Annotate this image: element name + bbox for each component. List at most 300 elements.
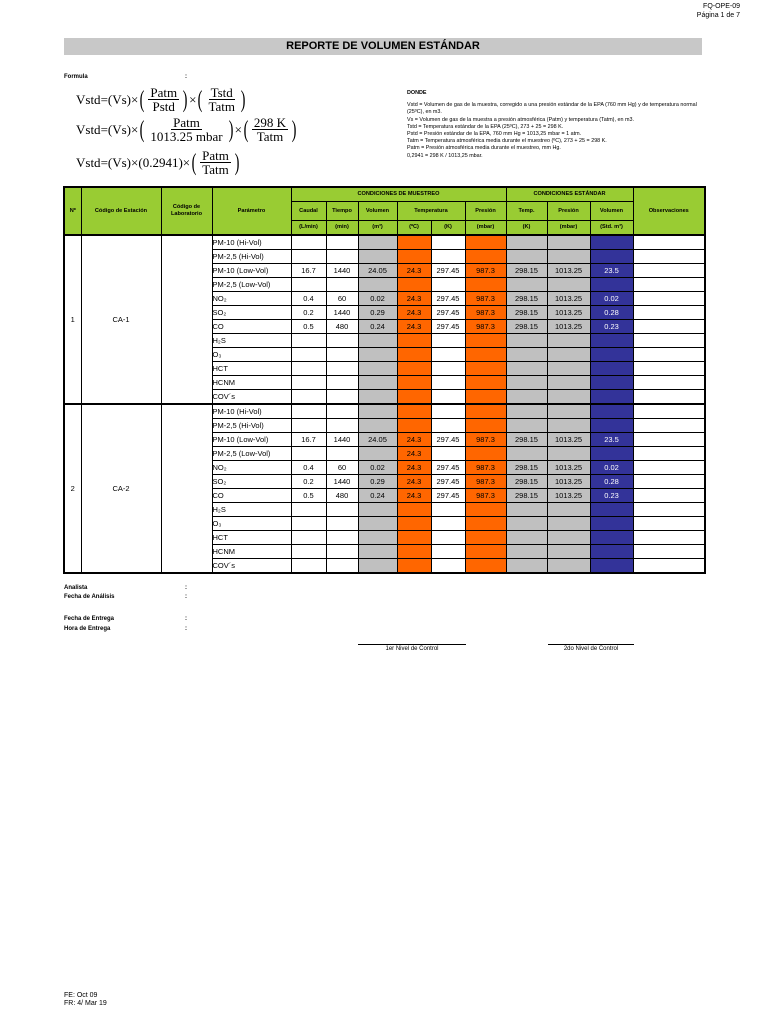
parameter-cell: PM-2,5 (Low-Vol) (212, 447, 291, 461)
revision-block (64, 992, 107, 1008)
formula-3: Vstd = (Vs) × (0.2941) × ( $\frac{\text{Patm}}{\text{Tatm}}$ ) (76, 148, 240, 177)
observations-cell (633, 235, 705, 250)
row-number: 2 (64, 404, 81, 573)
std-volumen-cell: 0.23 (590, 489, 633, 503)
std-temp-cell (506, 362, 547, 376)
std-volumen-cell (590, 235, 633, 250)
lab-code (161, 404, 212, 573)
tiempo-cell (326, 419, 358, 433)
tiempo-cell (326, 517, 358, 531)
fraction-298-tatm: $\frac{298 K}{\text{Tatm}}$ (253, 115, 287, 144)
std-volumen-cell: 23.5 (590, 433, 633, 447)
std-volumen-cell: 0.28 (590, 306, 633, 320)
formula-label: Formula (64, 74, 88, 80)
temp-c-cell (397, 376, 431, 390)
temp-c-cell: 24.3 (397, 447, 431, 461)
std-temp-cell (506, 278, 547, 292)
std-temp-cell (506, 235, 547, 250)
presion-cell: 987.3 (465, 433, 506, 447)
std-presion-cell (547, 235, 590, 250)
observations-cell (633, 447, 705, 461)
volumen-cell (358, 531, 397, 545)
volumen-cell (358, 348, 397, 362)
observations-cell (633, 320, 705, 334)
presion-cell: 987.3 (465, 320, 506, 334)
report-table (63, 186, 706, 574)
volumen-cell: 0.24 (358, 320, 397, 334)
caudal-cell (291, 376, 326, 390)
temp-c-cell: 24.3 (397, 433, 431, 447)
definition-line: Tatm = Temperatura atmosférica media durante el muestreo (ºC), 273 + 25 = 298 K. (407, 138, 607, 145)
temp-k-cell (431, 531, 465, 545)
report-title: REPORTE DE VOLUMEN ESTÁNDAR (64, 38, 702, 55)
std-presion-cell (547, 404, 590, 419)
observations-cell (633, 404, 705, 419)
tiempo-cell (326, 447, 358, 461)
row-number: 1 (64, 235, 81, 404)
volumen-cell (358, 376, 397, 390)
observations-cell (633, 278, 705, 292)
std-volumen-cell (590, 250, 633, 264)
temp-c-cell (397, 362, 431, 376)
header-standard-conditions: CONDICIONES ESTÁNDAR (506, 187, 633, 202)
tiempo-cell: 60 (326, 292, 358, 306)
std-presion-cell: 1013.25 (547, 433, 590, 447)
temp-c-cell: 24.3 (397, 489, 431, 503)
std-volumen-cell (590, 334, 633, 348)
std-presion-cell (547, 362, 590, 376)
std-volumen-cell (590, 545, 633, 559)
header-lab: Código de Laboratorio (161, 187, 212, 235)
presion-cell (465, 503, 506, 517)
observations-cell (633, 334, 705, 348)
std-volumen-cell (590, 404, 633, 419)
std-presion-cell (547, 545, 590, 559)
std-temp-cell: 298.15 (506, 292, 547, 306)
std-temp-cell (506, 419, 547, 433)
std-temp-cell: 298.15 (506, 489, 547, 503)
fr-date: FR: 4/ Mar 19 (64, 1000, 107, 1007)
definitions-title: DONDE (407, 90, 427, 96)
volumen-cell (358, 404, 397, 419)
observations-cell (633, 292, 705, 306)
std-presion-cell (547, 376, 590, 390)
parameter-cell: PM-10 (Low-Vol) (212, 433, 291, 447)
temp-c-cell: 24.3 (397, 264, 431, 278)
delivery-time-label: Hora de Entrega (64, 626, 111, 632)
presion-cell (465, 376, 506, 390)
observations-cell (633, 348, 705, 362)
temp-k-cell: 297.45 (431, 433, 465, 447)
caudal-cell (291, 545, 326, 559)
parameter-cell: CO (212, 320, 291, 334)
std-presion-cell (547, 419, 590, 433)
caudal-cell (291, 531, 326, 545)
tiempo-cell (326, 235, 358, 250)
header-std-volumen: Volumen (590, 202, 633, 221)
std-temp-cell (506, 517, 547, 531)
header-std-presion: Presión (547, 202, 590, 221)
std-presion-cell (547, 531, 590, 545)
presion-cell (465, 348, 506, 362)
volumen-cell (358, 334, 397, 348)
std-presion-cell: 1013.25 (547, 292, 590, 306)
observations-cell (633, 390, 705, 405)
presion-cell: 987.3 (465, 306, 506, 320)
table-row (64, 235, 705, 250)
caudal-cell (291, 250, 326, 264)
std-temp-cell (506, 376, 547, 390)
std-presion-cell (547, 278, 590, 292)
tiempo-cell (326, 250, 358, 264)
definition-line: Patm = Presión atmosférica media durante el muestreo, mm Hg. (407, 145, 561, 152)
station-code: CA-2 (81, 404, 161, 573)
unit-tiempo: (min) (326, 221, 358, 236)
unit-std-volumen: (Std. m³) (590, 221, 633, 236)
temp-c-cell (397, 278, 431, 292)
temp-k-cell (431, 362, 465, 376)
unit-temp-c: (ºC) (397, 221, 431, 236)
parameter-cell: CO (212, 489, 291, 503)
unit-temp-k: (K) (431, 221, 465, 236)
presion-cell (465, 404, 506, 419)
volumen-cell: 0.02 (358, 292, 397, 306)
tiempo-cell: 60 (326, 461, 358, 475)
std-volumen-cell (590, 559, 633, 574)
observations-cell (633, 531, 705, 545)
presion-cell (465, 559, 506, 574)
volumen-cell (358, 235, 397, 250)
volumen-cell (358, 503, 397, 517)
tiempo-cell (326, 404, 358, 419)
tiempo-cell (326, 531, 358, 545)
analyst-label: Analista (64, 585, 88, 591)
std-temp-cell (506, 447, 547, 461)
definition-line: Pstd = Presión estándar de la EPA, 760 mm Hg = 1013,25 mbar = 1 atm. (407, 131, 582, 138)
caudal-cell (291, 235, 326, 250)
std-temp-cell: 298.15 (506, 264, 547, 278)
parameter-cell: SO₂ (212, 475, 291, 489)
std-presion-cell (547, 559, 590, 574)
header-no: Nº (64, 187, 81, 235)
parameter-cell: H₂S (212, 334, 291, 348)
unit-presion: (mbar) (465, 221, 506, 236)
fraction-tstd-tatm: $\frac{\text{Tstd}}{\text{Tatm}}$ (208, 85, 235, 114)
formula-2: Vstd = (Vs) × ( $\frac{\text{Patm}}{\text{1013.25 mbar}}$ ) × ( $\frac{298 K}{\text{Tatm}}$ ) (76, 115, 297, 144)
tiempo-cell (326, 362, 358, 376)
parameter-cell: HCT (212, 531, 291, 545)
temp-k-cell (431, 278, 465, 292)
std-presion-cell: 1013.25 (547, 320, 590, 334)
std-presion-cell (547, 348, 590, 362)
std-temp-cell (506, 404, 547, 419)
analysis-date-label: Fecha de Análisis (64, 594, 115, 600)
definition-line: Vs = Volumen de gas de la muestra a presión atmosférica (Patm) y temperatura (Tatm), en m3. (407, 116, 634, 123)
temp-c-cell: 24.3 (397, 461, 431, 475)
parameter-cell: PM-2,5 (Hi-Vol) (212, 250, 291, 264)
parameter-cell: HCT (212, 362, 291, 376)
caudal-cell (291, 404, 326, 419)
header-temperatura: Temperatura (397, 202, 465, 221)
std-volumen-cell (590, 362, 633, 376)
temp-c-cell (397, 404, 431, 419)
std-volumen-cell (590, 517, 633, 531)
lab-code (161, 235, 212, 404)
caudal-cell: 16.7 (291, 264, 326, 278)
volumen-cell (358, 517, 397, 531)
volumen-cell (358, 545, 397, 559)
std-volumen-cell: 0.02 (590, 461, 633, 475)
temp-c-cell (397, 250, 431, 264)
caudal-cell: 0.5 (291, 489, 326, 503)
tiempo-cell (326, 334, 358, 348)
std-temp-cell (506, 531, 547, 545)
volumen-cell (358, 419, 397, 433)
volumen-cell: 0.29 (358, 475, 397, 489)
volumen-cell (358, 250, 397, 264)
std-temp-cell (506, 390, 547, 405)
caudal-cell (291, 390, 326, 405)
parameter-cell: NO₂ (212, 292, 291, 306)
presion-cell (465, 419, 506, 433)
presion-cell (465, 390, 506, 405)
temp-k-cell (431, 517, 465, 531)
std-volumen-cell (590, 503, 633, 517)
std-temp-cell (506, 334, 547, 348)
control-level-2: 2do Nivel de Control (548, 644, 634, 652)
temp-c-cell (397, 517, 431, 531)
caudal-cell (291, 419, 326, 433)
header-observations: Observaciones (633, 187, 705, 235)
std-temp-cell: 298.15 (506, 320, 547, 334)
volumen-cell: 0.02 (358, 461, 397, 475)
header-tiempo: Tiempo (326, 202, 358, 221)
presion-cell (465, 447, 506, 461)
document-code: FQ-OPE-09 (703, 3, 740, 10)
temp-c-cell: 24.3 (397, 475, 431, 489)
std-temp-cell (506, 503, 547, 517)
header-volumen: Volumen (358, 202, 397, 221)
parameter-cell: COV´s (212, 559, 291, 574)
fraction-patm-1013: $\frac{\text{Patm}}{\text{1013.25 mbar}}$ (150, 115, 223, 144)
definition-line: Vstd = Volumen de gas de la muestra, corregido a una presión estándar de la EPA (760 mm Hg) y de temperatura normal (25ºC), en m3. (407, 102, 697, 116)
std-presion-cell (547, 503, 590, 517)
caudal-cell: 16.7 (291, 433, 326, 447)
temp-k-cell (431, 447, 465, 461)
parameter-cell: HCNM (212, 376, 291, 390)
header-station: Código de Estación (81, 187, 161, 235)
formula-vs: (Vs) (107, 91, 132, 107)
document-code-block (697, 2, 740, 20)
temp-c-cell (397, 559, 431, 574)
observations-cell (633, 433, 705, 447)
presion-cell (465, 334, 506, 348)
std-volumen-cell (590, 419, 633, 433)
definition-line: Tstd = Temperatura estándar de la EPA (25ºC), 273 + 25 = 298 K. (407, 123, 564, 130)
std-temp-cell: 298.15 (506, 433, 547, 447)
caudal-cell: 0.4 (291, 461, 326, 475)
tiempo-cell (326, 376, 358, 390)
parameter-cell: PM-10 (Hi-Vol) (212, 404, 291, 419)
presion-cell (465, 250, 506, 264)
tiempo-cell: 480 (326, 489, 358, 503)
observations-cell (633, 489, 705, 503)
delivery-date-label: Fecha de Entrega (64, 616, 115, 622)
temp-k-cell: 297.45 (431, 489, 465, 503)
observations-cell (633, 461, 705, 475)
observations-cell (633, 419, 705, 433)
presion-cell: 987.3 (465, 264, 506, 278)
formula-lhs: Vstd (76, 91, 101, 107)
temp-k-cell (431, 559, 465, 574)
caudal-cell (291, 362, 326, 376)
std-temp-cell (506, 348, 547, 362)
volumen-cell: 24.05 (358, 264, 397, 278)
definition-line: 0,2941 = 298 K / 1013,25 mbar. (407, 152, 483, 159)
std-temp-cell: 298.15 (506, 461, 547, 475)
observations-cell (633, 503, 705, 517)
header-parameter: Parámetro (212, 187, 291, 235)
presion-cell (465, 531, 506, 545)
caudal-cell (291, 348, 326, 362)
presion-cell (465, 278, 506, 292)
volumen-cell: 0.24 (358, 489, 397, 503)
formula-constant: (0.2941) (138, 154, 183, 170)
parameter-cell: O₃ (212, 517, 291, 531)
parameter-cell: HCNM (212, 545, 291, 559)
std-volumen-cell (590, 447, 633, 461)
std-volumen-cell: 0.28 (590, 475, 633, 489)
temp-c-cell: 24.3 (397, 320, 431, 334)
volumen-cell: 24.05 (358, 433, 397, 447)
volumen-cell: 0.29 (358, 306, 397, 320)
std-volumen-cell: 0.23 (590, 320, 633, 334)
temp-c-cell: 24.3 (397, 306, 431, 320)
temp-k-cell: 297.45 (431, 461, 465, 475)
tiempo-cell: 1440 (326, 475, 358, 489)
std-volumen-cell: 0.02 (590, 292, 633, 306)
presion-cell (465, 545, 506, 559)
temp-k-cell (431, 419, 465, 433)
caudal-cell (291, 517, 326, 531)
presion-cell (465, 517, 506, 531)
temp-k-cell (431, 250, 465, 264)
std-temp-cell: 298.15 (506, 475, 547, 489)
temp-k-cell (431, 348, 465, 362)
header-sampling-conditions: CONDICIONES DE MUESTREO (291, 187, 506, 202)
temp-c-cell (397, 348, 431, 362)
std-presion-cell (547, 334, 590, 348)
observations-cell (633, 376, 705, 390)
observations-cell (633, 475, 705, 489)
unit-caudal: (L/min) (291, 221, 326, 236)
std-volumen-cell (590, 348, 633, 362)
parameter-cell: H₂S (212, 503, 291, 517)
volumen-cell (358, 390, 397, 405)
presion-cell (465, 235, 506, 250)
fraction-patm-pstd: $\frac{\text{Patm}}{\text{Pstd}}$ (150, 85, 178, 114)
parameter-cell: O₃ (212, 348, 291, 362)
std-temp-cell (506, 559, 547, 574)
caudal-cell (291, 559, 326, 574)
volumen-cell (358, 559, 397, 574)
parameter-cell: PM-2,5 (Hi-Vol) (212, 419, 291, 433)
temp-k-cell (431, 404, 465, 419)
tiempo-cell (326, 503, 358, 517)
std-presion-cell: 1013.25 (547, 264, 590, 278)
temp-c-cell (397, 334, 431, 348)
temp-k-cell (431, 390, 465, 405)
presion-cell: 987.3 (465, 475, 506, 489)
temp-k-cell (431, 376, 465, 390)
std-presion-cell (547, 517, 590, 531)
std-presion-cell: 1013.25 (547, 475, 590, 489)
volumen-cell (358, 447, 397, 461)
temp-k-cell: 297.45 (431, 264, 465, 278)
std-presion-cell: 1013.25 (547, 489, 590, 503)
observations-cell (633, 517, 705, 531)
temp-c-cell (397, 531, 431, 545)
formula-1: Vstd = (Vs) × ( $\frac{\text{Patm}}{\text{Pstd}}$ ) × ( $\frac{\text{Tstd}}{\text{Tatm}}$ ) (76, 85, 246, 114)
header-std-temp: Temp. (506, 202, 547, 221)
tiempo-cell: 1440 (326, 264, 358, 278)
presion-cell (465, 362, 506, 376)
station-code: CA-1 (81, 235, 161, 404)
caudal-cell (291, 503, 326, 517)
tiempo-cell (326, 348, 358, 362)
parameter-cell: PM-10 (Hi-Vol) (212, 235, 291, 250)
temp-k-cell (431, 235, 465, 250)
std-presion-cell (547, 250, 590, 264)
parameter-cell: PM-2,5 (Low-Vol) (212, 278, 291, 292)
temp-k-cell (431, 503, 465, 517)
temp-k-cell (431, 334, 465, 348)
temp-c-cell: 24.3 (397, 292, 431, 306)
observations-cell (633, 362, 705, 376)
std-temp-cell (506, 545, 547, 559)
fe-date: FE: Oct 09 (64, 992, 98, 999)
tiempo-cell (326, 559, 358, 574)
temp-k-cell: 297.45 (431, 306, 465, 320)
volumen-cell (358, 278, 397, 292)
parameter-cell: COV´s (212, 390, 291, 405)
temp-k-cell (431, 545, 465, 559)
unit-std-temp: (K) (506, 221, 547, 236)
observations-cell (633, 559, 705, 574)
page-number: Página 1 de 7 (696, 12, 740, 19)
parameter-cell: NO₂ (212, 461, 291, 475)
std-volumen-cell (590, 390, 633, 405)
std-volumen-cell (590, 531, 633, 545)
std-volumen-cell: 23.5 (590, 264, 633, 278)
temp-c-cell (397, 503, 431, 517)
temp-c-cell (397, 545, 431, 559)
formula-colon: : (185, 74, 187, 80)
caudal-cell: 0.5 (291, 320, 326, 334)
presion-cell: 987.3 (465, 292, 506, 306)
std-presion-cell: 1013.25 (547, 306, 590, 320)
caudal-cell (291, 278, 326, 292)
temp-k-cell: 297.45 (431, 292, 465, 306)
temp-c-cell (397, 235, 431, 250)
caudal-cell (291, 334, 326, 348)
caudal-cell: 0.4 (291, 292, 326, 306)
std-volumen-cell (590, 278, 633, 292)
caudal-cell: 0.2 (291, 306, 326, 320)
tiempo-cell: 480 (326, 320, 358, 334)
fraction-patm-tatm: $\frac{\text{Patm}}{\text{Tatm}}$ (202, 148, 229, 177)
temp-c-cell (397, 390, 431, 405)
